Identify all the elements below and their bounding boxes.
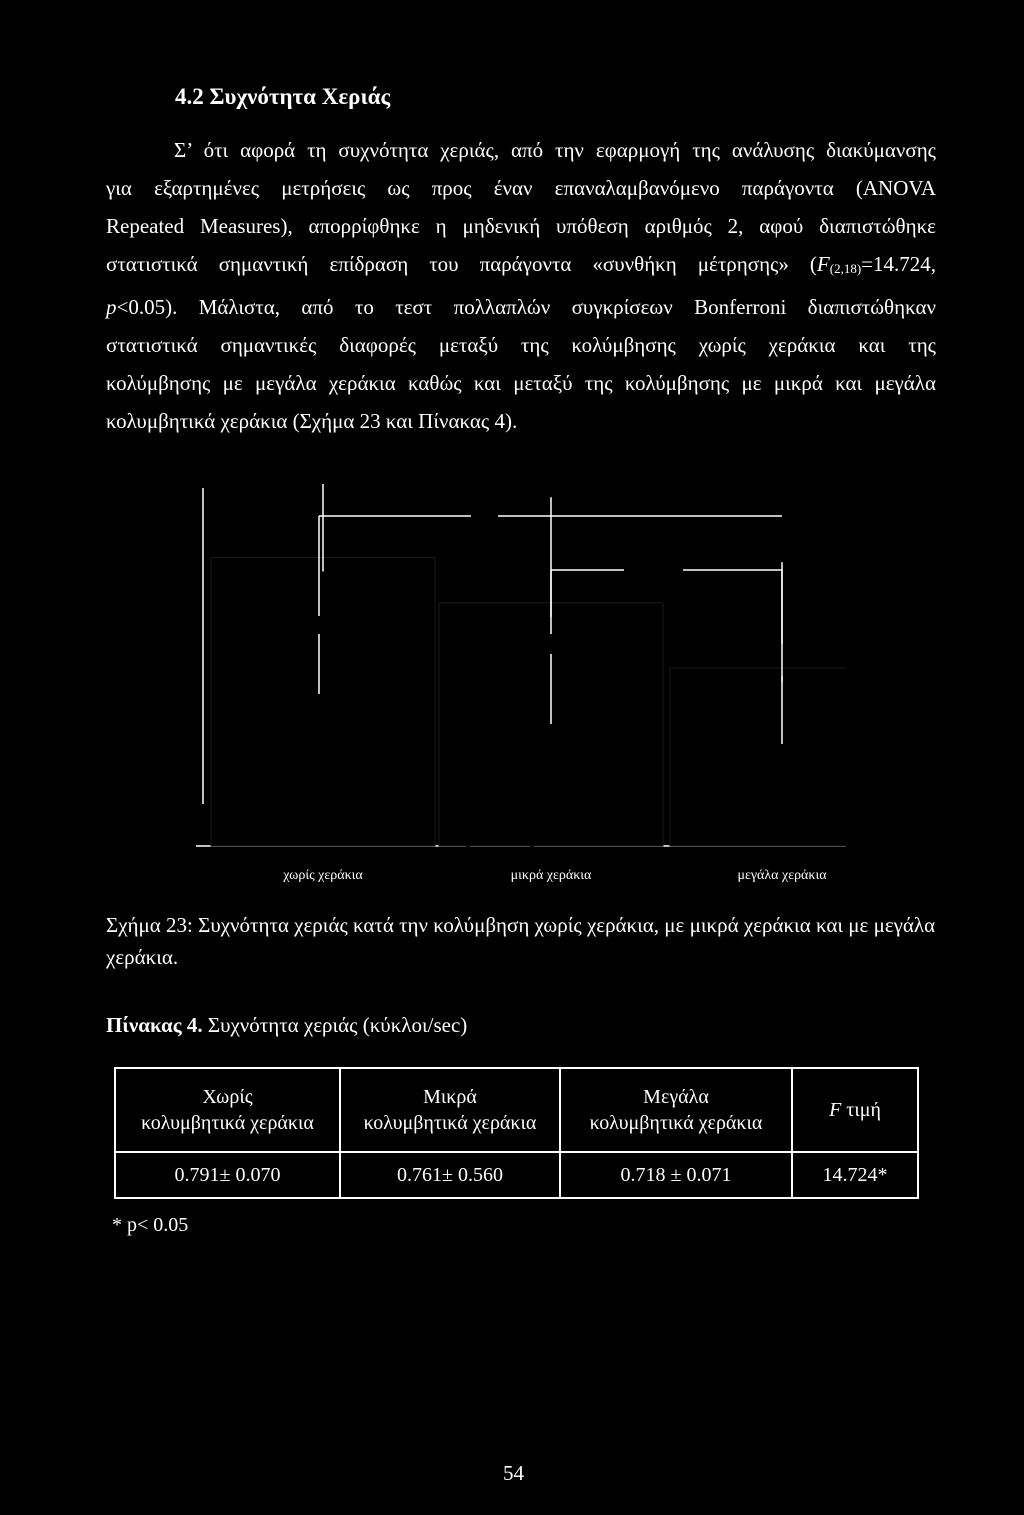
p-letter: p <box>106 295 117 319</box>
table-header-row <box>115 1068 918 1152</box>
table-cell: 0.791± 0.070 <box>115 1152 340 1198</box>
x-tick-label: μικρά χεράκια <box>510 868 592 883</box>
paragraph-line-stat <box>106 245 936 288</box>
paragraph-line: κολυμβητικά χεράκια (Σχήμα 23 και Πίνακας 4). <box>106 409 518 433</box>
paragraph-line-text: <0.05). Μάλιστα, από το τεστ πολλαπλών συγκρίσεων Bonferroni διαπιστώθηκαν <box>116 295 936 319</box>
page-number: 54 <box>503 1461 524 1485</box>
paragraph-line-text: στατιστικά σημαντική επίδραση του παράγοντα «συνθήκη μέτρησης» ( <box>106 252 817 276</box>
table-title-text: Συχνότητα χεριάς (κύκλοι/sec) <box>202 1013 468 1037</box>
x-tick-label: μεγάλα χεράκια <box>737 868 827 883</box>
bar-1 <box>211 558 435 846</box>
data-table <box>114 1067 919 1199</box>
paragraph-line: για εξαρτημένες μετρήσεις ως προς έναν επαναλαμβανόμενο παράγοντα (ANOVA <box>106 176 936 200</box>
bar-2 <box>439 603 663 846</box>
paragraph-line: κολύμβησης με μεγάλα χεράκια καθώς και μεταξύ της κολύμβησης με μικρά και μεγάλα <box>106 371 936 395</box>
table-header-cell: F τιμή <box>792 1068 918 1152</box>
figure-caption: Σχήμα 23: Συχνότητα χεριάς κατά την κολύμβηση χωρίς χεράκια, με μικρά χεράκια και με μεγάλα χεράκια. <box>106 913 936 969</box>
table-cell: 0.718 ± 0.071 <box>560 1152 792 1198</box>
chart-canvas <box>196 484 846 856</box>
paragraph-line: Σ’ ότι αφορά τη συχνότητα χεριάς, από την εφαρμογή της ανάλυσης διακύμανσης <box>174 138 936 162</box>
bar-chart <box>196 484 846 883</box>
stat-df: (2,18) <box>829 261 862 276</box>
table-footnote: * p< 0.05 <box>112 1214 189 1236</box>
table-header-cell: Χωρίς κολυμβητικά χεράκια <box>115 1068 340 1152</box>
paragraph-line: Repeated Measures), απορρίφθηκε η μηδενική υπόθεση αριθμός 2, αφού διαπιστώθηκε <box>106 214 936 238</box>
table-label: Πίνακας 4. <box>106 1013 203 1037</box>
table-title <box>106 1013 467 1038</box>
table-cell: 0.761± 0.560 <box>340 1152 560 1198</box>
section-title: 4.2 Συχνότητα Χεριάς <box>175 84 391 109</box>
stat-value: =14.724, <box>861 252 936 276</box>
table-header-cell: Μικρά κολυμβητικά χεράκια <box>340 1068 560 1152</box>
paragraph-line-pvalue <box>106 288 936 326</box>
x-tick-label: χωρίς χεράκια <box>283 868 363 883</box>
stat-letter: F <box>816 252 830 276</box>
table-cell: 14.724* <box>792 1152 918 1198</box>
table-row <box>115 1152 918 1198</box>
bar-3 <box>670 668 846 846</box>
table-header-cell: Μεγάλα κολυμβητικά χεράκια <box>560 1068 792 1152</box>
paragraph-line: στατιστικά σημαντικές διαφορές μεταξύ της κολύμβησης χωρίς χεράκια και της <box>106 333 936 357</box>
body-paragraph <box>106 131 936 440</box>
